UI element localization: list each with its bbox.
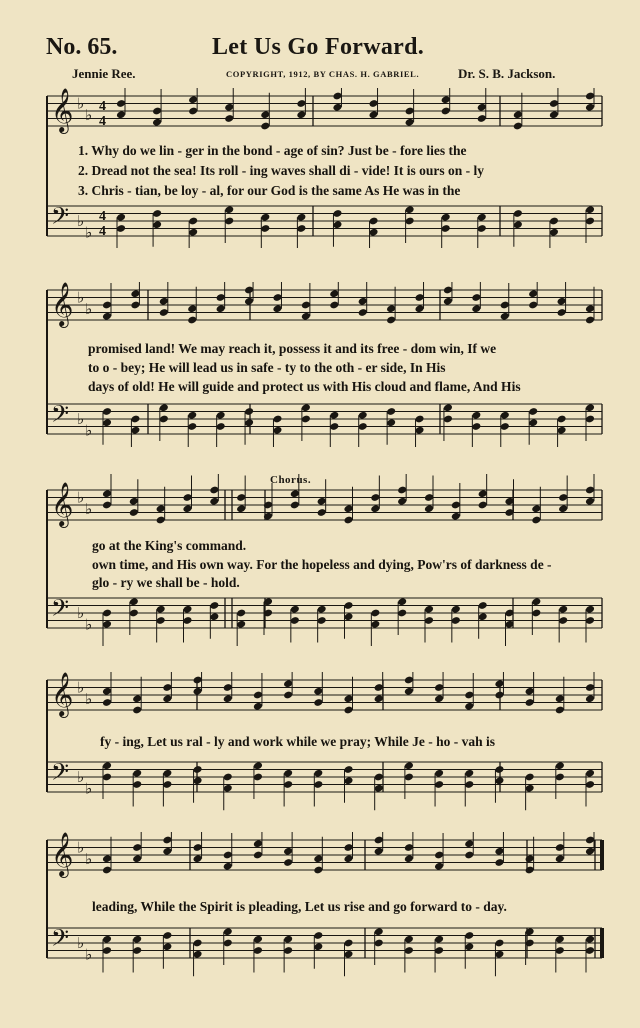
lyric-line-3: days of old! He will guide and protect us with His cloud and flame, And His	[88, 379, 521, 394]
flat-icon: ♭	[77, 838, 85, 857]
lyric-line-1: fy - ing, Let us ral - ly and work while we pray; While Je - ho - vah is	[100, 734, 496, 749]
copyright-notice: COPYRIGHT, 1912, BY CHAS. H. GABRIEL.	[226, 69, 420, 79]
lyric-line-2: own time, and His own way. For the hopeless and dying, Pow'rs of darkness de -	[92, 557, 552, 572]
hymn-number: No. 65.	[46, 34, 118, 60]
flat-icon: ♭	[77, 604, 85, 622]
flat-icon: ♭	[77, 410, 85, 428]
flat-icon: ♭	[77, 94, 85, 113]
treble-clef-icon: 𝄞	[51, 832, 74, 876]
treble-clef-icon: 𝄞	[51, 88, 74, 132]
lyric-line-1: leading, While the Spirit is pleading, Let us rise and go forward to - day.	[92, 899, 507, 914]
lyric-line-1: 1. Why do we lin - ger in the bond - age of sin? Just be - fore lies the	[78, 143, 467, 158]
lyric-line-3: 3. Chris - tian, be loy - al, for our God is the same As He was in the	[78, 183, 461, 198]
time-signature: 4	[99, 209, 106, 224]
lyricist: Jennie Ree.	[72, 66, 136, 81]
composer: Dr. S. B. Jackson.	[458, 66, 556, 81]
flat-icon: ♭	[77, 934, 85, 952]
bass-clef-icon: 𝄢	[51, 202, 70, 235]
time-signature: 4	[99, 99, 106, 114]
time-signature: 4	[99, 114, 106, 129]
flat-icon: ♭	[85, 499, 93, 518]
flat-icon: ♭	[85, 223, 93, 242]
bass-clef-icon: 𝄢	[51, 924, 70, 957]
music-system-5	[0, 832, 640, 992]
flat-icon: ♭	[77, 288, 85, 307]
flat-icon: ♭	[77, 212, 85, 230]
bass-clef-icon: 𝄢	[51, 400, 70, 433]
flat-icon: ♭	[85, 421, 93, 440]
lyric-line-2: 2. Dread not the sea! Its roll - ing waves shall di - vide! It is ours on - ly	[78, 163, 485, 178]
flat-icon: ♭	[85, 945, 93, 964]
time-signature: 4	[99, 224, 106, 239]
music-system-3	[0, 474, 640, 646]
flat-icon: ♭	[77, 488, 85, 507]
flat-icon: ♭	[85, 105, 93, 124]
flat-icon: ♭	[85, 849, 93, 868]
lyric-line-1: go at the King's command.	[92, 538, 247, 553]
music-system-4	[0, 672, 640, 812]
treble-clef-icon: 𝄞	[51, 282, 74, 326]
flat-icon: ♭	[77, 768, 85, 786]
music-system-1	[0, 88, 640, 248]
lyric-line-1: promised land! We may reach it, possess it and its free - dom win, If we	[88, 341, 497, 356]
flat-icon: ♭	[77, 678, 85, 697]
hymn-header	[0, 34, 640, 94]
bass-clef-icon: 𝄢	[51, 758, 70, 791]
bass-clef-icon: 𝄢	[51, 594, 70, 627]
music-system-2	[0, 282, 640, 447]
flat-icon: ♭	[85, 779, 93, 798]
flat-icon: ♭	[85, 689, 93, 708]
treble-clef-icon: 𝄞	[51, 482, 74, 526]
treble-clef-icon: 𝄞	[51, 672, 74, 716]
flat-icon: ♭	[85, 299, 93, 318]
lyric-line-2: to o - bey; He will lead us in safe - ty to the oth - er side, In His	[88, 360, 446, 375]
chorus-label: Chorus.	[270, 474, 312, 486]
lyric-line-3: glo - ry we shall be - hold.	[92, 575, 240, 590]
flat-icon: ♭	[85, 615, 93, 634]
hymn-title: Let Us Go Forward.	[212, 34, 425, 60]
